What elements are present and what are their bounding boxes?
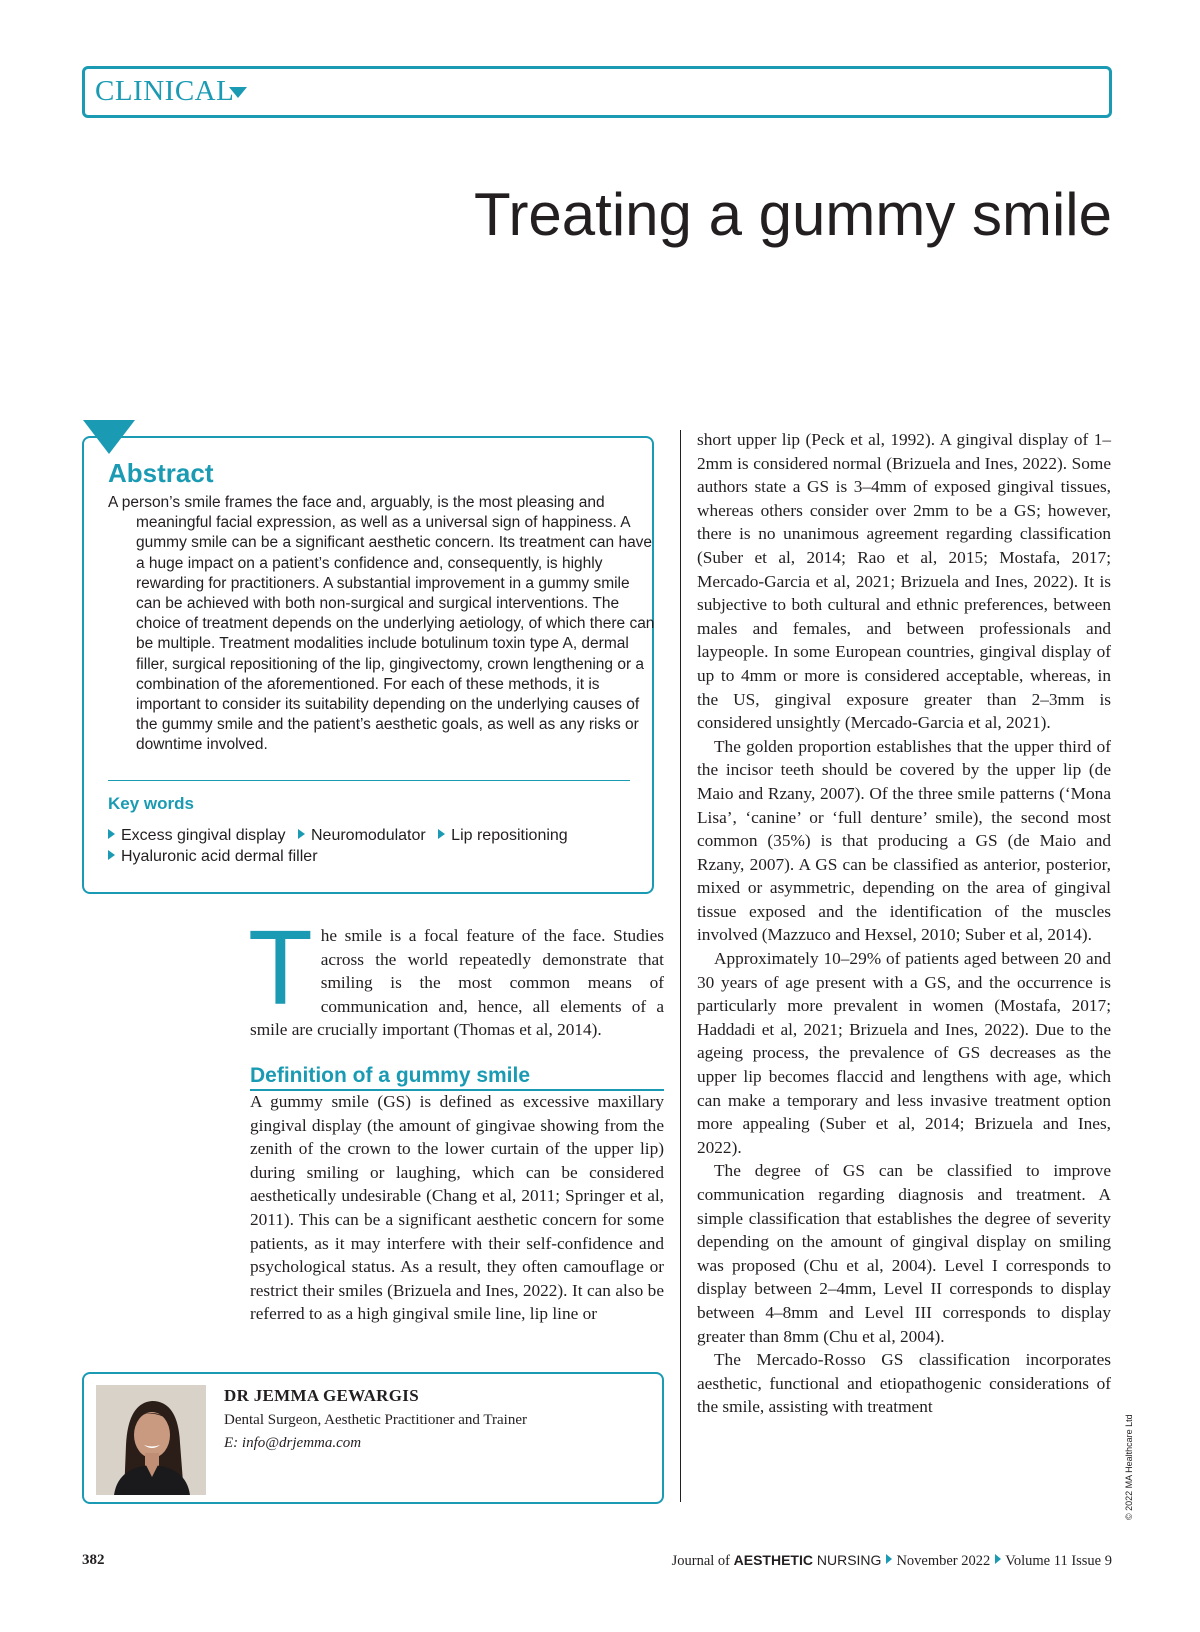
copyright-note: © 2022 MA Healthcare Ltd (1124, 1414, 1134, 1520)
definition-heading: Definition of a gummy smile (250, 1063, 664, 1091)
body-paragraph: The degree of GS can be classified to improve communication regarding diagnosis and treatment. A simple classification that establishes the degree of severity depending on the amount of gingival display on smiling was proposed (Chu et al, 2004). Level I corresponds to display between 2–4mm, Level II corresponds to display between 4–8mm and Level III corresponds to display greater than 8mm (Chu et al, 2004). (697, 1161, 1111, 1346)
abstract-text: A person’s smile frames the face and, arguably, is the most pleasing and meaningful facial expression, as well as a universal sign of happiness. A gummy smile can be a significant aesthetic concern. Its treatment can have a huge impact on a patient’s confidence and, consequently, is highly rewarding for practitioners. A substantial improvement in a gummy smile can be achieved with both non-surgical and surgical interventions. The choice of treatment depends on the underlying aetiology, of which there can be multiple. Treatment modalities include botulinum toxin type A, dermal filler, surgical repositioning of the lip, gingivectomy, crown lengthening or a combination of the aforementioned. For each of these methods, it is important to consider its suitability depending on the underlying causes of the gummy smile and the patient’s aesthetic goals, as well as any risks or downtime involved. (108, 494, 655, 754)
abstract-heading: Abstract (108, 458, 214, 488)
section-banner (82, 66, 1112, 118)
keyword-item: Neuromodulator (298, 827, 426, 844)
drop-cap: T (248, 909, 313, 1027)
issue-date: November 2022 (896, 1553, 991, 1569)
body-paragraph: The Mercado-Rosso GS classification incorporates aesthetic, functional and etiopathogenic considerations of the smile, assisting with treatment (697, 1350, 1111, 1417)
author-email: E: info@drjemma.com (224, 1435, 362, 1451)
journal-name-bold: AESTHETIC (733, 1552, 813, 1568)
caret-down-icon (229, 87, 247, 98)
abstract-notch-icon (83, 420, 135, 454)
body-paragraph: The golden proportion establishes that the upper third of the incisor teeth should be covered by the upper lip (de Maio and Rzany, 2007). Of the three smile patterns (‘Mona Lisa’, ‘canine’ or ‘full denture’ smile), the second most common (35%) is that producing a GS (de Maio and Rzany, 2007). A GS can be classified as anterior, posterior, mixed or asymmetric, depending on the area of gingival tissue exposed and the identification of the muscles involved (Mazzuco and Hexsel, 2010; Suber et al, 2014). (697, 736, 1111, 945)
abstract-divider (108, 780, 630, 781)
column-divider (680, 430, 681, 1502)
section-label: CLINICAL (95, 75, 235, 107)
intro-paragraph (248, 909, 664, 1042)
right-column (697, 428, 1111, 1419)
keywords-list (108, 825, 638, 867)
body-paragraph: Approximately 10–29% of patients aged between 20 and 30 years of age present with a GS, and the occurrence is particularly more prevalent in women (Mostafa, 2017; Haddadi et al, 2021; Brizuela and Ines, 2022). Due to the ageing process, the prevalence of GS decreases as the upper lip becomes flaccid and lengthens with age, which can make a temporary and less invasive treatment option more appealing (Suber et al, 2014; Brizuela and Ines, 2022). (697, 949, 1111, 1157)
triangle-right-icon (108, 850, 115, 860)
journal-name-rest: NURSING (812, 1552, 882, 1568)
author-role: Dental Surgeon, Aesthetic Practitioner and Trainer (224, 1412, 527, 1428)
journal-prefix: Journal of (671, 1553, 734, 1569)
keyword-item: Hyaluronic acid dermal filler (108, 848, 318, 865)
triangle-right-icon (886, 1554, 892, 1564)
author-photo (96, 1385, 206, 1495)
keyword-item: Lip repositioning (438, 827, 568, 844)
journal-footer (672, 1552, 1112, 1570)
body-paragraph: short upper lip (Peck et al, 1992). A gingival display of 1–2mm is considered normal (Brizuela and Ines, 2022). Some authors state a GS is 3–4mm of exposed gingival tissues, whereas others consider over 2mm to be a GS; however, there is no unanimous agreement regarding classification (Suber et al, 2014; Rao et al, 2015; Mostafa, 2017; Mercado-Garcia et al, 2021; Brizuela and Ines, 2022). It is subjective to both cultural and ethnic preferences, between males and females, and between professionals and laypeople. In some European countries, gingival display of up to 4mm or more is considered acceptable, whereas, in the US, gingival exposure greater than 2–3mm is considered unsightly (Mercado-Garcia et al, 2021). (697, 430, 1111, 733)
keywords-heading: Key words (108, 794, 194, 813)
author-box (82, 1372, 664, 1504)
article-title: Treating a gummy smile (474, 181, 1112, 248)
intro-text: he smile is a focal feature of the face. Studies across the world repeatedly demonstrate that smiling is the most common means of communication and, hence, all elements of a smile are crucially important (Thomas et al, 2014). (250, 926, 664, 1040)
definition-text: A gummy smile (GS) is defined as excessive maxillary gingival display (the amount of gingivae showing from the zenith of the crown to the lower curtain of the upper lip) during smiling or laughing, which can be considered aesthetically undesirable (Chang et al, 2011; Springer et al, 2011). This can be a significant aesthetic concern for some patients, as it may interfere with their self-confidence and psychological status. As a result, they often camouflage or restrict their smiles (Brizuela and Ines, 2022). It can also be referred to as a high gingival smile line, lip line or (250, 1092, 664, 1324)
page-number: 382 (82, 1552, 105, 1568)
author-name: DR JEMMA GEWARGIS (224, 1386, 419, 1405)
issue-volume: Volume 11 Issue 9 (1005, 1553, 1112, 1569)
abstract-box (82, 436, 654, 894)
keyword-item: Excess gingival display (108, 827, 286, 844)
triangle-right-icon (298, 829, 305, 839)
triangle-right-icon (108, 829, 115, 839)
triangle-right-icon (995, 1554, 1001, 1564)
triangle-right-icon (438, 829, 445, 839)
